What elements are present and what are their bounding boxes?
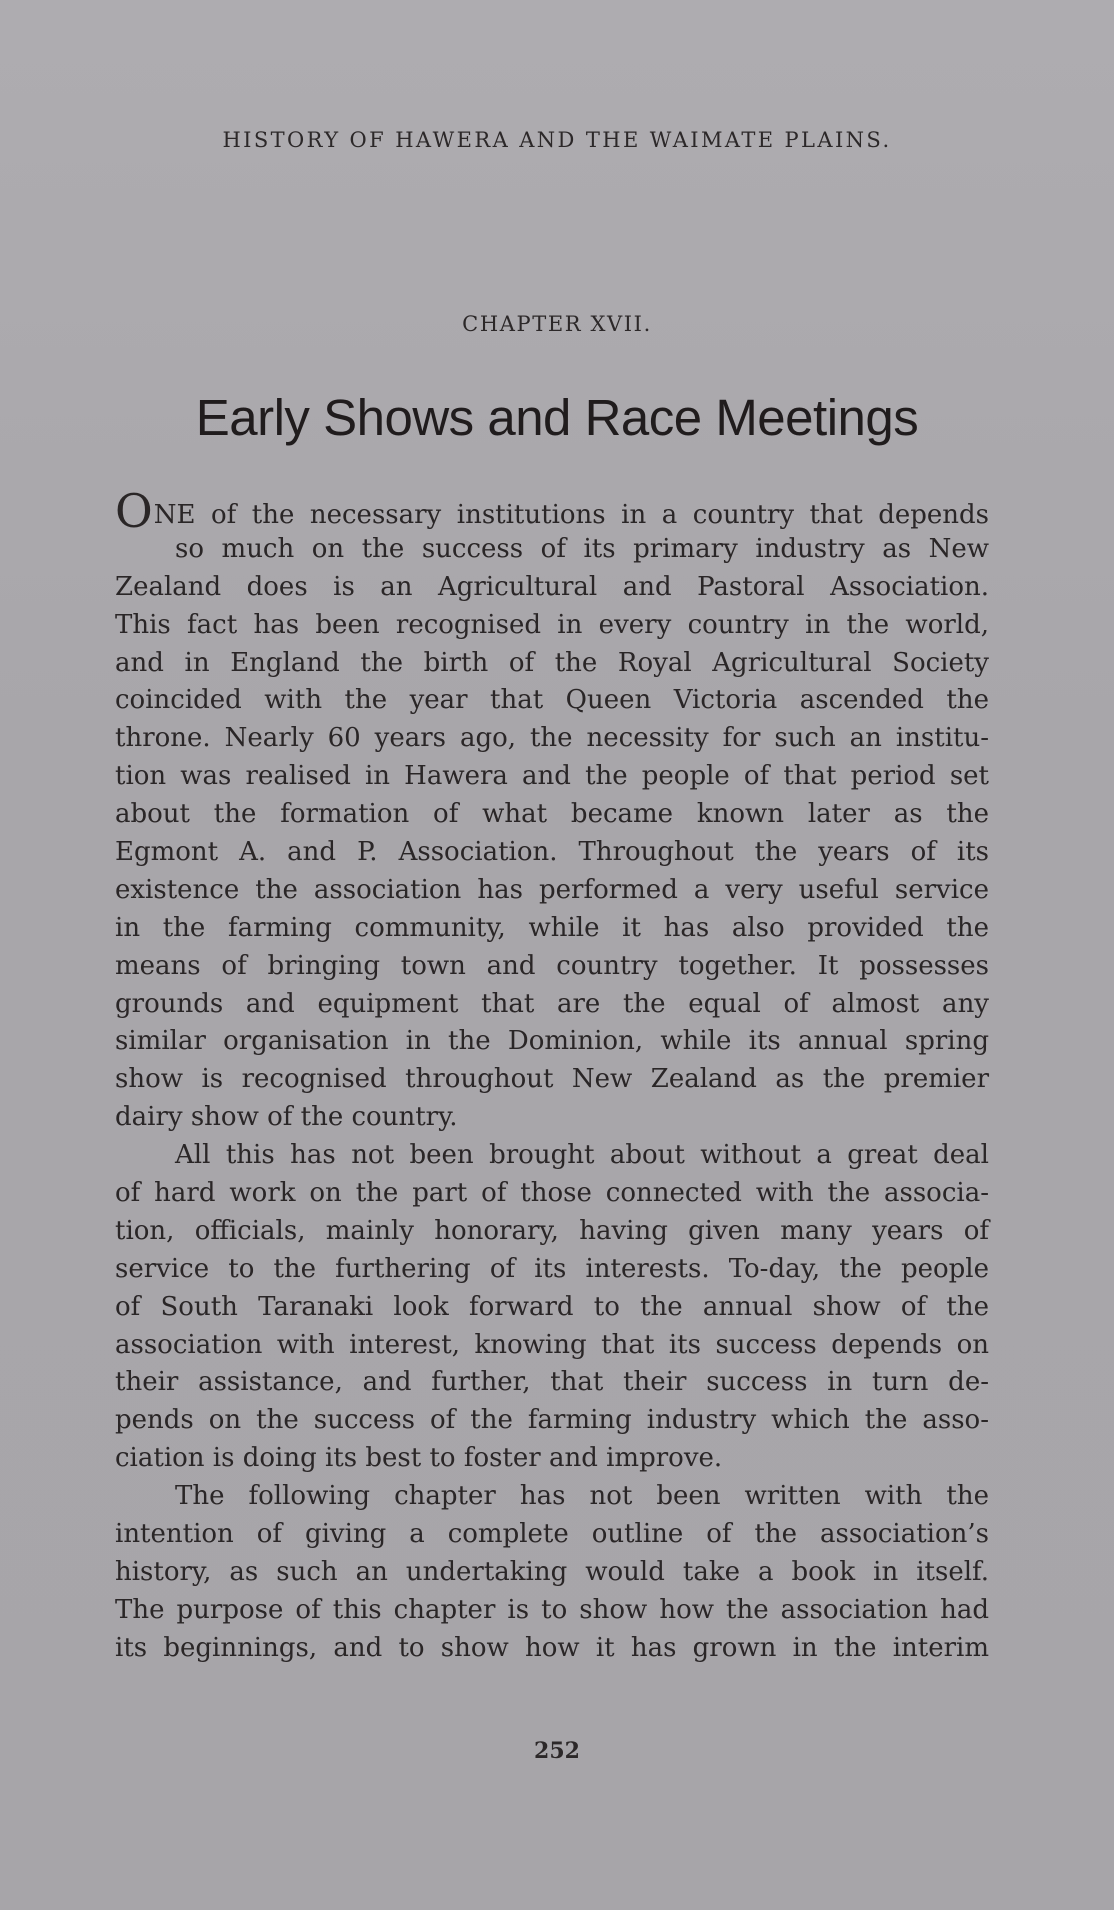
body-line: grounds and equipment that are the equal of almost any bbox=[115, 988, 989, 1019]
body-line: show is recognised throughout New Zealand as the premier bbox=[115, 1064, 989, 1095]
body-line: service to the furthering of its interests. To-day, the people bbox=[115, 1253, 989, 1284]
body-line: their assistance, and further, that their success in turn de- bbox=[115, 1367, 989, 1398]
chapter-number: CHAPTER XVII. bbox=[462, 312, 652, 336]
body-line: All this has not been brought about without a great deal bbox=[175, 1140, 989, 1171]
body-line: tion was realised in Hawera and the people of that period set bbox=[115, 761, 989, 792]
body-line: in the farming community, while it has also provided the bbox=[115, 912, 989, 943]
body-line: similar organisation in the Dominion, while its annual spring bbox=[115, 1026, 989, 1057]
body-line: The following chapter has not been written with the bbox=[175, 1481, 989, 1512]
body-line: existence the association has performed a very useful service bbox=[115, 874, 989, 905]
body-line: means of bringing town and country together. It possesses bbox=[115, 950, 989, 981]
body-line: throne. Nearly 60 years ago, the necessity for such an institu- bbox=[115, 723, 989, 754]
body-line: of South Taranaki look forward to the annual show of the bbox=[115, 1291, 989, 1322]
chapter-body bbox=[115, 484, 989, 1668]
body-line: history, as such an undertaking would take a book in itself. bbox=[115, 1556, 989, 1587]
body-line: pends on the success of the farming industry which the asso- bbox=[115, 1405, 989, 1436]
drop-cap: O bbox=[115, 484, 153, 538]
body-line: ONE of the necessary institutions in a country that depends bbox=[115, 484, 989, 538]
body-line: its beginnings, and to show how it has grown in the interim bbox=[115, 1632, 989, 1663]
chapter-title: Early Shows and Race Meetings bbox=[195, 389, 919, 446]
body-line: ciation is doing its best to foster and improve. bbox=[115, 1443, 723, 1474]
body-line: and in England the birth of the Royal Agricultural Society bbox=[115, 647, 989, 678]
body-line: The purpose of this chapter is to show how the association had bbox=[115, 1594, 989, 1625]
body-line: Egmont A. and P. Association. Throughout the years of its bbox=[115, 837, 989, 868]
body-line: coincided with the year that Queen Victoria ascended the bbox=[115, 685, 989, 716]
body-line: This fact has been recognised in every country in the world, bbox=[115, 609, 989, 640]
running-head: HISTORY OF HAWERA AND THE WAIMATE PLAINS. bbox=[222, 128, 892, 152]
body-line: Zealand does is an Agricultural and Pastoral Association. bbox=[115, 571, 989, 602]
body-line: tion, officials, mainly honorary, having given many years of bbox=[115, 1215, 989, 1246]
body-line: of hard work on the part of those connected with the associa- bbox=[115, 1178, 989, 1209]
body-line: so much on the success of its primary industry as New bbox=[175, 533, 989, 564]
body-line: intention of giving a complete outline of the association’s bbox=[115, 1519, 989, 1550]
body-line: association with interest, knowing that its success depends on bbox=[115, 1329, 989, 1360]
page-number: 252 bbox=[534, 1738, 580, 1764]
body-line: about the formation of what became known later as the bbox=[115, 799, 989, 830]
body-line: dairy show of the country. bbox=[115, 1102, 458, 1133]
